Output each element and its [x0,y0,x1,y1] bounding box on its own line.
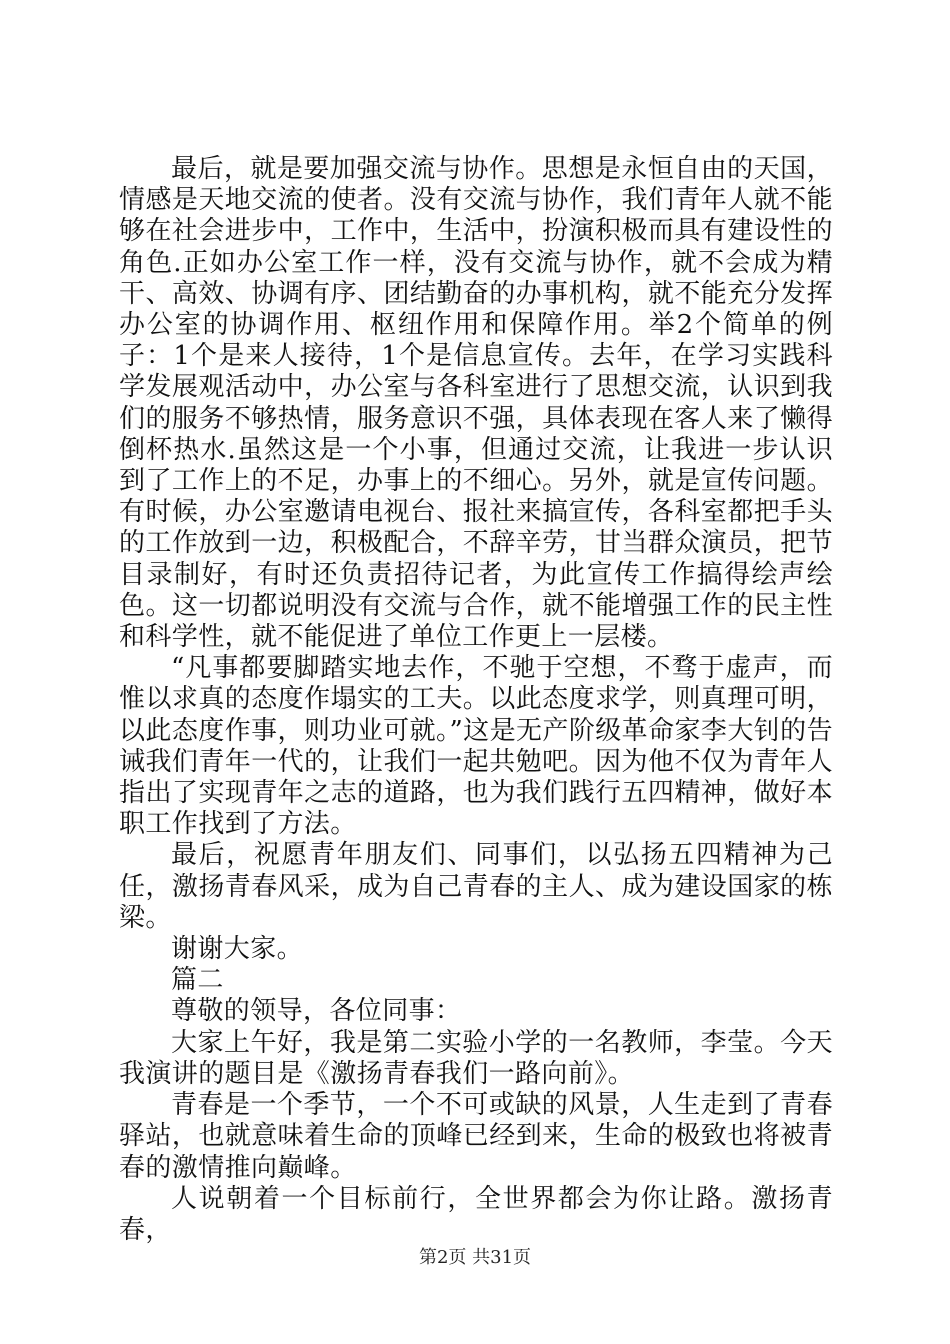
document-body [119,154,833,1246]
paragraph-1: 最后，就是要加强交流与协作。思想是永恒自由的天国，情感是天地交流的使者。没有交流与协作，我们青年人就不能够在社会进步中，工作中，生活中，扮演积极而具有建设性的角色.正如办公室工作一样，没有交流与协作，就不会成为精干、高效、协调有序、团结勤奋的办事机构，就不能充分发挥办公室的协调作用、枢纽作用和保障作用。举2个简单的例子：1个是来人接待，1个是信息宣传。去年，在学习实践科学发展观活动中，办公室与各科室进行了思想交流，认识到我们的服务不够热情，服务意识不强，具体表现在客人来了懒得倒杯热水.虽然这是一个小事，但通过交流，让我进一步认识到了工作上的不足，办事上的不细心。另外，就是宣传问题。有时候，办公室邀请电视台、报社来搞宣传，各科室都把手头的工作放到一边，积极配合，不辞辛劳，甘当群众演员，把节目录制好，有时还负责招待记者，为此宣传工作搞得绘声绘色。这一切都说明没有交流与合作，就不能增强工作的民主性和科学性，就不能促进了单位工作更上一层楼。 [119,154,833,653]
paragraph-3: 最后，祝愿青年朋友们、同事们，以弘扬五四精神为己任，激扬青春风采，成为自己青春的主人、成为建设国家的栋梁。 [119,840,833,933]
paragraph-4: 谢谢大家。 [171,934,304,965]
paragraph-7: 人说朝着一个目标前行，全世界都会为你让路。激扬青春， [119,1183,833,1245]
paragraph-2: “凡事都要脚踏实地去作，不驰于空想，不骛于虚声，而惟以求真的态度作塌实的工夫。以此态度求学，则真理可明，以此态度作事，则功业可就。”这是无产阶级革命家李大钊的告诫我们青年一代的，让我们一起共勉吧。因为他不仅为青年人指出了实现青年之志的道路，也为我们践行五四精神，做好本职工作找到了方法。 [119,653,833,840]
salutation: 尊敬的领导，各位同事： [171,996,462,1027]
paragraph-5: 大家上午好，我是第二实验小学的一名教师，李莹。今天我演讲的题目是《激扬青春我们一路向前》。 [119,1027,833,1089]
paragraph-6: 青春是一个季节，一个不可或缺的风景，人生走到了青春驿站，也就意味着生命的顶峰已经到来，生命的极致也将被青春的激情推向巅峰。 [119,1090,833,1183]
section-heading: 篇二 [171,965,224,996]
page-number-footer: 第2页 共31页 [418,1247,532,1268]
